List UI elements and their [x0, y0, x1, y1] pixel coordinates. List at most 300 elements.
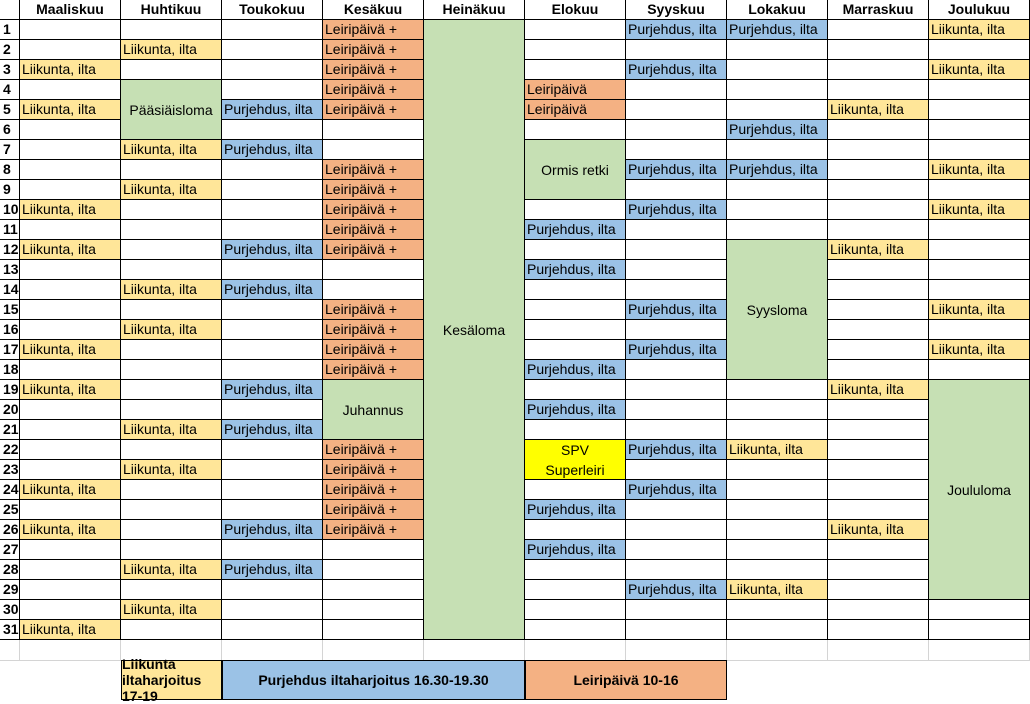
day-number-22[interactable]: 22 [0, 440, 20, 460]
month-header-9[interactable]: Marraskuu [828, 0, 929, 20]
cell-kesäkuu-16[interactable]: Leiripäivä + [323, 320, 424, 340]
cell-joulukuu-11[interactable] [929, 220, 1030, 240]
cell-kesäkuu-28[interactable] [323, 560, 424, 580]
cell-elokuu-31[interactable] [525, 620, 626, 640]
month-header-5[interactable]: Heinäkuu [424, 0, 525, 20]
cell-joulukuu-9[interactable] [929, 180, 1030, 200]
cell-huhtikuu-15[interactable] [121, 300, 222, 320]
cell-maaliskuu-25[interactable] [20, 500, 121, 520]
day-number-23[interactable]: 23 [0, 460, 20, 480]
cell-toukokuu-19[interactable]: Purjehdus, ilta [222, 380, 323, 400]
cell-lokakuu-26[interactable] [727, 520, 828, 540]
cell-huhtikuu-14[interactable]: Liikunta, ilta [121, 280, 222, 300]
cell-maaliskuu-17[interactable]: Liikunta, ilta [20, 340, 121, 360]
cell-elokuu-2[interactable] [525, 40, 626, 60]
cell-huhtikuu-19[interactable] [121, 380, 222, 400]
cell-syyskuu-12[interactable] [626, 240, 727, 260]
cell-kesäkuu-15[interactable]: Leiripäivä + [323, 300, 424, 320]
cell-joulukuu-13[interactable] [929, 260, 1030, 280]
cell-toukokuu-3[interactable] [222, 60, 323, 80]
cell-joulukuu-14[interactable] [929, 280, 1030, 300]
cell-huhtikuu-7[interactable]: Liikunta, ilta [121, 140, 222, 160]
block-kesaloma[interactable]: Kesäloma [424, 20, 525, 640]
cell-toukokuu-11[interactable] [222, 220, 323, 240]
cell-syyskuu-9[interactable] [626, 180, 727, 200]
cell-kesäkuu-17[interactable]: Leiripäivä + [323, 340, 424, 360]
cell-marraskuu-23[interactable] [828, 460, 929, 480]
cell-syyskuu-15[interactable]: Purjehdus, ilta [626, 300, 727, 320]
block-ormis[interactable]: Ormis retki [525, 140, 626, 200]
cell-kesäkuu-1[interactable]: Leiripäivä + [323, 20, 424, 40]
cell-joulukuu-12[interactable] [929, 240, 1030, 260]
cell-joulukuu-18[interactable] [929, 360, 1030, 380]
cell-maaliskuu-1[interactable] [20, 20, 121, 40]
cell-syyskuu-29[interactable]: Purjehdus, ilta [626, 580, 727, 600]
cell-marraskuu-17[interactable] [828, 340, 929, 360]
cell-huhtikuu-9[interactable]: Liikunta, ilta [121, 180, 222, 200]
month-header-1[interactable]: Maaliskuu [20, 0, 121, 20]
cell-kesäkuu-10[interactable]: Leiripäivä + [323, 200, 424, 220]
day-number-29[interactable]: 29 [0, 580, 20, 600]
block-joululoma[interactable]: Joululoma [929, 380, 1030, 600]
cell-syyskuu-22[interactable]: Purjehdus, ilta [626, 440, 727, 460]
cell-kesäkuu-30[interactable] [323, 600, 424, 620]
cell-elokuu-4[interactable]: Leiripäivä [525, 80, 626, 100]
cell-lokakuu-4[interactable] [727, 80, 828, 100]
cell-elokuu-15[interactable] [525, 300, 626, 320]
cell-toukokuu-23[interactable] [222, 460, 323, 480]
cell-toukokuu-28[interactable]: Purjehdus, ilta [222, 560, 323, 580]
cell-joulukuu-30[interactable] [929, 600, 1030, 620]
cell-kesäkuu-6[interactable] [323, 120, 424, 140]
cell-marraskuu-26[interactable]: Liikunta, ilta [828, 520, 929, 540]
cell-lokakuu-3[interactable] [727, 60, 828, 80]
cell-marraskuu-20[interactable] [828, 400, 929, 420]
day-number-30[interactable]: 30 [0, 600, 20, 620]
cell-elokuu-25[interactable]: Purjehdus, ilta [525, 500, 626, 520]
cell-joulukuu-4[interactable] [929, 80, 1030, 100]
cell-elokuu-6[interactable] [525, 120, 626, 140]
cell-marraskuu-4[interactable] [828, 80, 929, 100]
cell-maaliskuu-3[interactable]: Liikunta, ilta [20, 60, 121, 80]
block-juhannus[interactable]: Juhannus [323, 380, 424, 440]
cell-kesäkuu-4[interactable]: Leiripäivä + [323, 80, 424, 100]
cell-lokakuu-22[interactable]: Liikunta, ilta [727, 440, 828, 460]
cell-joulukuu-2[interactable] [929, 40, 1030, 60]
cell-toukokuu-4[interactable] [222, 80, 323, 100]
cell-marraskuu-7[interactable] [828, 140, 929, 160]
cell-lokakuu-11[interactable] [727, 220, 828, 240]
cell-kesäkuu-7[interactable] [323, 140, 424, 160]
cell-syyskuu-25[interactable] [626, 500, 727, 520]
day-number-27[interactable]: 27 [0, 540, 20, 560]
cell-toukokuu-12[interactable]: Purjehdus, ilta [222, 240, 323, 260]
cell-elokuu-17[interactable] [525, 340, 626, 360]
cell-toukokuu-10[interactable] [222, 200, 323, 220]
cell-syyskuu-14[interactable] [626, 280, 727, 300]
cell-marraskuu-28[interactable] [828, 560, 929, 580]
day-number-6[interactable]: 6 [0, 120, 20, 140]
cell-lokakuu-8[interactable]: Purjehdus, ilta [727, 160, 828, 180]
cell-kesäkuu-31[interactable] [323, 620, 424, 640]
cell-lokakuu-7[interactable] [727, 140, 828, 160]
cell-syyskuu-10[interactable]: Purjehdus, ilta [626, 200, 727, 220]
cell-toukokuu-14[interactable]: Purjehdus, ilta [222, 280, 323, 300]
cell-maaliskuu-21[interactable] [20, 420, 121, 440]
day-number-21[interactable]: 21 [0, 420, 20, 440]
cell-lokakuu-23[interactable] [727, 460, 828, 480]
cell-toukokuu-25[interactable] [222, 500, 323, 520]
cell-kesäkuu-29[interactable] [323, 580, 424, 600]
cell-kesäkuu-5[interactable]: Leiripäivä + [323, 100, 424, 120]
cell-huhtikuu-21[interactable]: Liikunta, ilta [121, 420, 222, 440]
day-number-2[interactable]: 2 [0, 40, 20, 60]
cell-syyskuu-20[interactable] [626, 400, 727, 420]
cell-marraskuu-19[interactable]: Liikunta, ilta [828, 380, 929, 400]
cell-lokakuu-10[interactable] [727, 200, 828, 220]
cell-marraskuu-1[interactable] [828, 20, 929, 40]
cell-joulukuu-31[interactable] [929, 620, 1030, 640]
cell-syyskuu-18[interactable] [626, 360, 727, 380]
cell-huhtikuu-26[interactable] [121, 520, 222, 540]
cell-elokuu-28[interactable] [525, 560, 626, 580]
day-number-17[interactable]: 17 [0, 340, 20, 360]
cell-toukokuu-24[interactable] [222, 480, 323, 500]
day-number-18[interactable]: 18 [0, 360, 20, 380]
corner-cell[interactable] [0, 0, 20, 20]
cell-toukokuu-26[interactable]: Purjehdus, ilta [222, 520, 323, 540]
cell-huhtikuu-16[interactable]: Liikunta, ilta [121, 320, 222, 340]
cell-lokakuu-5[interactable] [727, 100, 828, 120]
day-number-3[interactable]: 3 [0, 60, 20, 80]
cell-marraskuu-6[interactable] [828, 120, 929, 140]
day-number-8[interactable]: 8 [0, 160, 20, 180]
day-number-19[interactable]: 19 [0, 380, 20, 400]
cell-elokuu-12[interactable] [525, 240, 626, 260]
day-number-26[interactable]: 26 [0, 520, 20, 540]
cell-marraskuu-10[interactable] [828, 200, 929, 220]
cell-syyskuu-27[interactable] [626, 540, 727, 560]
cell-huhtikuu-27[interactable] [121, 540, 222, 560]
cell-syyskuu-13[interactable] [626, 260, 727, 280]
cell-syyskuu-19[interactable] [626, 380, 727, 400]
cell-syyskuu-6[interactable] [626, 120, 727, 140]
cell-lokakuu-27[interactable] [727, 540, 828, 560]
cell-marraskuu-2[interactable] [828, 40, 929, 60]
cell-lokakuu-2[interactable] [727, 40, 828, 60]
cell-huhtikuu-23[interactable]: Liikunta, ilta [121, 460, 222, 480]
cell-elokuu-11[interactable]: Purjehdus, ilta [525, 220, 626, 240]
cell-lokakuu-20[interactable] [727, 400, 828, 420]
cell-toukokuu-13[interactable] [222, 260, 323, 280]
cell-maaliskuu-13[interactable] [20, 260, 121, 280]
cell-marraskuu-13[interactable] [828, 260, 929, 280]
cell-elokuu-5[interactable]: Leiripäivä [525, 100, 626, 120]
cell-kesäkuu-3[interactable]: Leiripäivä + [323, 60, 424, 80]
month-header-6[interactable]: Elokuu [525, 0, 626, 20]
cell-elokuu-29[interactable] [525, 580, 626, 600]
cell-maaliskuu-26[interactable]: Liikunta, ilta [20, 520, 121, 540]
cell-syyskuu-24[interactable]: Purjehdus, ilta [626, 480, 727, 500]
cell-lokakuu-25[interactable] [727, 500, 828, 520]
cell-marraskuu-21[interactable] [828, 420, 929, 440]
cell-joulukuu-16[interactable] [929, 320, 1030, 340]
cell-huhtikuu-18[interactable] [121, 360, 222, 380]
cell-kesäkuu-8[interactable]: Leiripäivä + [323, 160, 424, 180]
cell-toukokuu-20[interactable] [222, 400, 323, 420]
cell-elokuu-27[interactable]: Purjehdus, ilta [525, 540, 626, 560]
cell-syyskuu-17[interactable]: Purjehdus, ilta [626, 340, 727, 360]
cell-maaliskuu-10[interactable]: Liikunta, ilta [20, 200, 121, 220]
cell-huhtikuu-17[interactable] [121, 340, 222, 360]
cell-syyskuu-16[interactable] [626, 320, 727, 340]
cell-huhtikuu-1[interactable] [121, 20, 222, 40]
cell-kesäkuu-24[interactable]: Leiripäivä + [323, 480, 424, 500]
cell-elokuu-14[interactable] [525, 280, 626, 300]
cell-syyskuu-7[interactable] [626, 140, 727, 160]
cell-toukokuu-31[interactable] [222, 620, 323, 640]
month-header-3[interactable]: Toukokuu [222, 0, 323, 20]
cell-maaliskuu-23[interactable] [20, 460, 121, 480]
day-number-14[interactable]: 14 [0, 280, 20, 300]
cell-toukokuu-2[interactable] [222, 40, 323, 60]
cell-lokakuu-6[interactable]: Purjehdus, ilta [727, 120, 828, 140]
cell-marraskuu-18[interactable] [828, 360, 929, 380]
cell-maaliskuu-8[interactable] [20, 160, 121, 180]
day-number-7[interactable]: 7 [0, 140, 20, 160]
day-number-4[interactable]: 4 [0, 80, 20, 100]
cell-joulukuu-6[interactable] [929, 120, 1030, 140]
cell-syyskuu-3[interactable]: Purjehdus, ilta [626, 60, 727, 80]
cell-huhtikuu-31[interactable] [121, 620, 222, 640]
cell-joulukuu-17[interactable]: Liikunta, ilta [929, 340, 1030, 360]
cell-toukokuu-27[interactable] [222, 540, 323, 560]
cell-marraskuu-31[interactable] [828, 620, 929, 640]
cell-syyskuu-21[interactable] [626, 420, 727, 440]
cell-maaliskuu-15[interactable] [20, 300, 121, 320]
day-number-11[interactable]: 11 [0, 220, 20, 240]
block-paasiaisloma[interactable]: Pääsiäisloma [121, 80, 222, 140]
cell-kesäkuu-27[interactable] [323, 540, 424, 560]
cell-maaliskuu-2[interactable] [20, 40, 121, 60]
cell-lokakuu-21[interactable] [727, 420, 828, 440]
cell-maaliskuu-7[interactable] [20, 140, 121, 160]
cell-maaliskuu-6[interactable] [20, 120, 121, 140]
cell-maaliskuu-29[interactable] [20, 580, 121, 600]
cell-toukokuu-29[interactable] [222, 580, 323, 600]
day-number-25[interactable]: 25 [0, 500, 20, 520]
cell-elokuu-21[interactable] [525, 420, 626, 440]
month-header-7[interactable]: Syyskuu [626, 0, 727, 20]
cell-maaliskuu-12[interactable]: Liikunta, ilta [20, 240, 121, 260]
cell-toukokuu-7[interactable]: Purjehdus, ilta [222, 140, 323, 160]
cell-syyskuu-28[interactable] [626, 560, 727, 580]
cell-huhtikuu-22[interactable] [121, 440, 222, 460]
day-number-31[interactable]: 31 [0, 620, 20, 640]
cell-lokakuu-30[interactable] [727, 600, 828, 620]
cell-marraskuu-24[interactable] [828, 480, 929, 500]
cell-joulukuu-3[interactable]: Liikunta, ilta [929, 60, 1030, 80]
month-header-8[interactable]: Lokakuu [727, 0, 828, 20]
cell-huhtikuu-8[interactable] [121, 160, 222, 180]
cell-joulukuu-10[interactable]: Liikunta, ilta [929, 200, 1030, 220]
cell-syyskuu-30[interactable] [626, 600, 727, 620]
cell-huhtikuu-28[interactable]: Liikunta, ilta [121, 560, 222, 580]
cell-kesäkuu-26[interactable]: Leiripäivä + [323, 520, 424, 540]
cell-lokakuu-28[interactable] [727, 560, 828, 580]
cell-syyskuu-31[interactable] [626, 620, 727, 640]
cell-elokuu-26[interactable] [525, 520, 626, 540]
cell-maaliskuu-31[interactable]: Liikunta, ilta [20, 620, 121, 640]
cell-marraskuu-12[interactable]: Liikunta, ilta [828, 240, 929, 260]
cell-maaliskuu-22[interactable] [20, 440, 121, 460]
cell-toukokuu-21[interactable]: Purjehdus, ilta [222, 420, 323, 440]
cell-toukokuu-9[interactable] [222, 180, 323, 200]
day-number-10[interactable]: 10 [0, 200, 20, 220]
cell-joulukuu-5[interactable] [929, 100, 1030, 120]
day-number-24[interactable]: 24 [0, 480, 20, 500]
cell-elokuu-16[interactable] [525, 320, 626, 340]
cell-huhtikuu-29[interactable] [121, 580, 222, 600]
cell-toukokuu-22[interactable] [222, 440, 323, 460]
day-number-9[interactable]: 9 [0, 180, 20, 200]
cell-toukokuu-1[interactable] [222, 20, 323, 40]
cell-maaliskuu-19[interactable]: Liikunta, ilta [20, 380, 121, 400]
cell-huhtikuu-25[interactable] [121, 500, 222, 520]
cell-maaliskuu-27[interactable] [20, 540, 121, 560]
cell-maaliskuu-11[interactable] [20, 220, 121, 240]
cell-syyskuu-5[interactable] [626, 100, 727, 120]
cell-elokuu-20[interactable]: Purjehdus, ilta [525, 400, 626, 420]
cell-huhtikuu-20[interactable] [121, 400, 222, 420]
day-number-13[interactable]: 13 [0, 260, 20, 280]
cell-maaliskuu-28[interactable] [20, 560, 121, 580]
month-header-2[interactable]: Huhtikuu [121, 0, 222, 20]
cell-marraskuu-15[interactable] [828, 300, 929, 320]
gridline [625, 640, 626, 660]
cell-toukokuu-15[interactable] [222, 300, 323, 320]
cell-lokakuu-24[interactable] [727, 480, 828, 500]
cell-kesäkuu-18[interactable]: Leiripäivä + [323, 360, 424, 380]
cell-marraskuu-29[interactable] [828, 580, 929, 600]
cell-joulukuu-15[interactable]: Liikunta, ilta [929, 300, 1030, 320]
cell-marraskuu-3[interactable] [828, 60, 929, 80]
cell-kesäkuu-9[interactable]: Leiripäivä + [323, 180, 424, 200]
month-header-4[interactable]: Kesäkuu [323, 0, 424, 20]
cell-marraskuu-22[interactable] [828, 440, 929, 460]
cell-huhtikuu-10[interactable] [121, 200, 222, 220]
day-number-5[interactable]: 5 [0, 100, 20, 120]
cell-lokakuu-9[interactable] [727, 180, 828, 200]
cell-maaliskuu-24[interactable]: Liikunta, ilta [20, 480, 121, 500]
cell-joulukuu-1[interactable]: Liikunta, ilta [929, 20, 1030, 40]
cell-marraskuu-8[interactable] [828, 160, 929, 180]
cell-kesäkuu-11[interactable]: Leiripäivä + [323, 220, 424, 240]
cell-marraskuu-9[interactable] [828, 180, 929, 200]
day-number-28[interactable]: 28 [0, 560, 20, 580]
cell-huhtikuu-30[interactable]: Liikunta, ilta [121, 600, 222, 620]
cell-lokakuu-29[interactable]: Liikunta, ilta [727, 580, 828, 600]
cell-toukokuu-30[interactable] [222, 600, 323, 620]
cell-marraskuu-11[interactable] [828, 220, 929, 240]
cell-kesäkuu-14[interactable] [323, 280, 424, 300]
day-number-15[interactable]: 15 [0, 300, 20, 320]
cell-kesäkuu-12[interactable]: Leiripäivä + [323, 240, 424, 260]
cell-maaliskuu-20[interactable] [20, 400, 121, 420]
day-number-20[interactable]: 20 [0, 400, 20, 420]
cell-elokuu-10[interactable] [525, 200, 626, 220]
cell-toukokuu-6[interactable] [222, 120, 323, 140]
cell-marraskuu-30[interactable] [828, 600, 929, 620]
cell-lokakuu-31[interactable] [727, 620, 828, 640]
cell-maaliskuu-30[interactable] [20, 600, 121, 620]
cell-elokuu-13[interactable]: Purjehdus, ilta [525, 260, 626, 280]
cell-huhtikuu-12[interactable] [121, 240, 222, 260]
cell-marraskuu-5[interactable]: Liikunta, ilta [828, 100, 929, 120]
block-spv[interactable] [525, 440, 626, 480]
cell-syyskuu-26[interactable] [626, 520, 727, 540]
day-number-1[interactable]: 1 [0, 20, 20, 40]
cell-kesäkuu-13[interactable] [323, 260, 424, 280]
cell-elokuu-30[interactable] [525, 600, 626, 620]
cell-maaliskuu-9[interactable] [20, 180, 121, 200]
cell-elokuu-18[interactable]: Purjehdus, ilta [525, 360, 626, 380]
cell-joulukuu-8[interactable]: Liikunta, ilta [929, 160, 1030, 180]
cell-elokuu-3[interactable] [525, 60, 626, 80]
cell-marraskuu-16[interactable] [828, 320, 929, 340]
cell-kesäkuu-2[interactable]: Leiripäivä + [323, 40, 424, 60]
cell-huhtikuu-2[interactable]: Liikunta, ilta [121, 40, 222, 60]
cell-elokuu-24[interactable] [525, 480, 626, 500]
day-number-12[interactable]: 12 [0, 240, 20, 260]
cell-elokuu-1[interactable] [525, 20, 626, 40]
cell-huhtikuu-11[interactable] [121, 220, 222, 240]
cell-kesäkuu-25[interactable]: Leiripäivä + [323, 500, 424, 520]
cell-huhtikuu-3[interactable] [121, 60, 222, 80]
cell-syyskuu-8[interactable]: Purjehdus, ilta [626, 160, 727, 180]
cell-syyskuu-23[interactable] [626, 460, 727, 480]
cell-toukokuu-5[interactable]: Purjehdus, ilta [222, 100, 323, 120]
cell-kesäkuu-22[interactable]: Leiripäivä + [323, 440, 424, 460]
cell-marraskuu-27[interactable] [828, 540, 929, 560]
cell-huhtikuu-24[interactable] [121, 480, 222, 500]
cell-syyskuu-1[interactable]: Purjehdus, ilta [626, 20, 727, 40]
cell-lokakuu-1[interactable]: Purjehdus, ilta [727, 20, 828, 40]
cell-syyskuu-2[interactable] [626, 40, 727, 60]
month-header-10[interactable]: Joulukuu [929, 0, 1030, 20]
cell-syyskuu-4[interactable] [626, 80, 727, 100]
cell-maaliskuu-4[interactable] [20, 80, 121, 100]
cell-kesäkuu-23[interactable]: Leiripäivä + [323, 460, 424, 480]
cell-maaliskuu-14[interactable] [20, 280, 121, 300]
cell-huhtikuu-13[interactable] [121, 260, 222, 280]
cell-joulukuu-7[interactable] [929, 140, 1030, 160]
cell-elokuu-19[interactable] [525, 380, 626, 400]
cell-marraskuu-14[interactable] [828, 280, 929, 300]
cell-maaliskuu-18[interactable] [20, 360, 121, 380]
cell-maaliskuu-5[interactable]: Liikunta, ilta [20, 100, 121, 120]
cell-syyskuu-11[interactable] [626, 220, 727, 240]
cell-toukokuu-18[interactable] [222, 360, 323, 380]
block-syysloma[interactable]: Syysloma [727, 240, 828, 380]
cell-toukokuu-16[interactable] [222, 320, 323, 340]
cell-marraskuu-25[interactable] [828, 500, 929, 520]
cell-toukokuu-8[interactable] [222, 160, 323, 180]
day-number-16[interactable]: 16 [0, 320, 20, 340]
cell-toukokuu-17[interactable] [222, 340, 323, 360]
cell-lokakuu-19[interactable] [727, 380, 828, 400]
cell-maaliskuu-16[interactable] [20, 320, 121, 340]
